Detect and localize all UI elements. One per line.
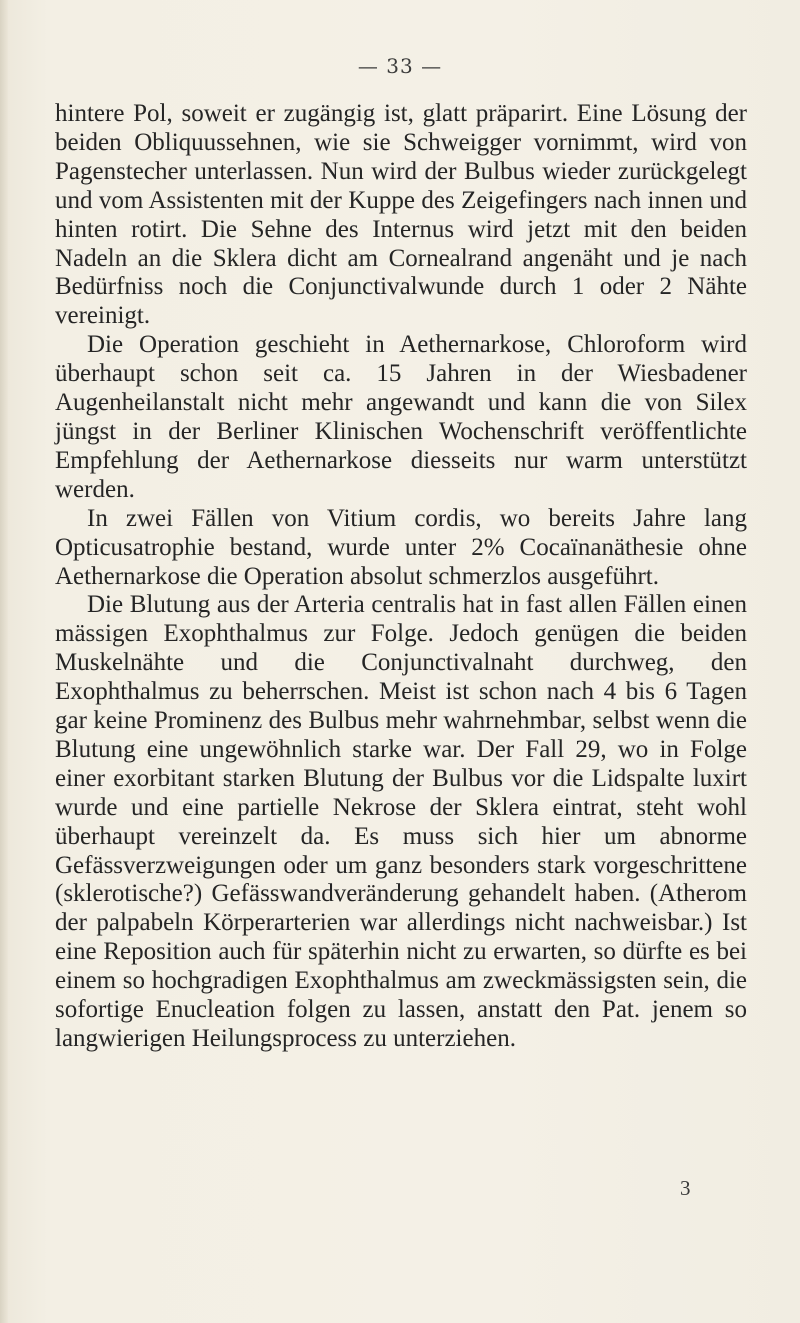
paragraph-2: Die Operation geschieht in Aethernarkose, Chloroform wird überhaupt schon seit ca. 15 Jahren in der Wiesbadener Augenheilanstalt nicht mehr angewandt und kann die von Silex jüngst in der Berliner Klinischen Wochenschrift veröffentlichte Empfehlung der Aethernarkose diesseits nur warm unterstützt werden. (55, 331, 747, 503)
paragraph-4: Die Blutung aus der Arteria centralis hat in fast allen Fällen einen mässigen Exophthalmus zur Folge. Jedoch genügen die beiden Muskelnähte und die Conjunctivalnaht durchweg, den Exophthalmus zu beherrschen. Meist ist schon nach 4 bis 6 Tagen gar keine Prominenz des Bulbus mehr wahrnehmbar, selbst wenn die Blutung eine ungewöhnlich starke war. Der Fall 29, wo in Folge einer exorbitant starken Blutung der Bulbus vor die Lidspalte luxirt wurde und eine partielle Nekrose der Sklera eintrat, steht wohl überhaupt vereinzelt da. Es muss sich hier um abnorme Gefässverzweigungen oder um ganz besonders stark vorgeschrittene (sklerotische?) Gefässwandveränderung gehandelt haben. (Atherom der palpabeln Körperarterien war allerdings nicht nachweisbar.) Ist eine Reposition auch für späterhin nicht zu erwarten, so dürfte es bei einem so hochgradigen Exophthalmus am zweckmässigsten sein, die sofortige Enucleation folgen zu lassen, anstatt den Pat. jenem so langwierigen Heilungsprocess zu unterziehen. (55, 591, 747, 1052)
page-binding-edge (0, 0, 8, 1323)
paragraph-1: hintere Pol, soweit er zugängig ist, glatt präparirt. Eine Lösung der beiden Obliquussehnen, wie sie Schweigger vornimmt, wird von Pagenstecher unterlassen. Nun wird der Bulbus wieder zurückgelegt und vom Assistenten mit der Kuppe des Zeigefingers nach innen und hinten rotirt. Die Sehne des Internus wird jetzt mit den beiden Nadeln an die Sklera dicht am Cornealrand angenäht und je nach Bedürfniss noch die Conjunctivalwunde durch 1 oder 2 Nähte vereinigt. (55, 100, 747, 330)
paragraph-3: In zwei Fällen von Vitium cordis, wo bereits Jahre lang Opticusatrophie bestand, wurde unter 2% Cocaïnanäthesie ohne Aethernarkose die Operation absolut schmerzlos ausgeführt. (55, 504, 747, 590)
page-number: — 33 — (357, 54, 443, 78)
signature-mark: 3 (680, 1176, 691, 1200)
body-text (55, 100, 747, 1054)
